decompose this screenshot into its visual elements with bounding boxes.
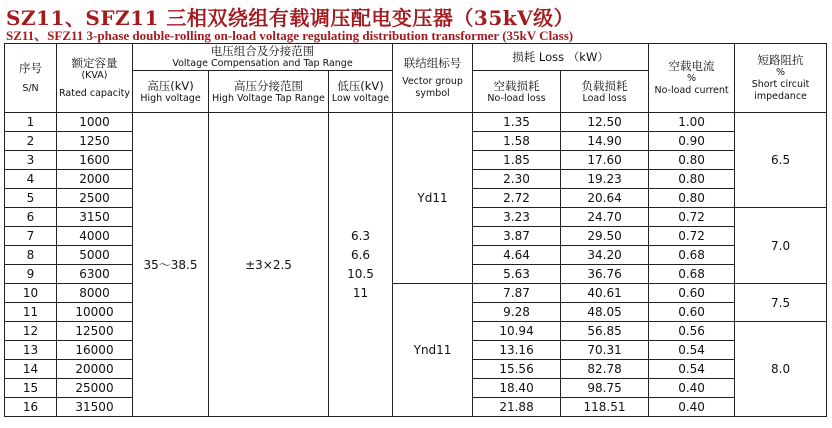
cell-no-load-loss: 1.58 — [473, 132, 561, 151]
cell-hv: 35～38.5 — [133, 113, 209, 417]
header-no-load-loss: 空载损耗 No-load loss — [473, 71, 561, 113]
header-sn: 序号 S/N — [5, 44, 57, 113]
cell-capacity: 1000 — [57, 113, 133, 132]
lv-value: 10.5 — [347, 266, 374, 281]
cell-capacity: 12500 — [57, 322, 133, 341]
cell-capacity: 31500 — [57, 398, 133, 417]
lv-value: 6.6 — [350, 247, 371, 262]
cell-sn: 9 — [5, 265, 57, 284]
lv-value: 11 — [352, 285, 369, 300]
cell-capacity: 8000 — [57, 284, 133, 303]
table-row — [5, 113, 827, 132]
cell-sn: 8 — [5, 246, 57, 265]
cell-no-load-loss: 2.30 — [473, 170, 561, 189]
table-row — [5, 284, 827, 303]
cell-capacity: 10000 — [57, 303, 133, 322]
cell-load-loss: 40.61 — [561, 284, 649, 303]
cell-no-load-loss: 10.94 — [473, 322, 561, 341]
cell-no-load-current: 0.56 — [649, 322, 735, 341]
cell-load-loss: 70.31 — [561, 341, 649, 360]
cell-vector-group: Ynd11 — [393, 284, 473, 417]
cell-sn: 10 — [5, 284, 57, 303]
cell-load-loss: 17.60 — [561, 151, 649, 170]
cell-tap-range: ±3×2.5 — [209, 113, 329, 417]
cell-no-load-loss: 18.40 — [473, 379, 561, 398]
cell-no-load-loss: 21.88 — [473, 398, 561, 417]
cell-no-load-current: 0.54 — [649, 341, 735, 360]
header-vector-group: 联结组标号 Vector group symbol — [393, 44, 473, 113]
cell-no-load-current: 0.68 — [649, 246, 735, 265]
cell-impedance: 7.0 — [735, 208, 827, 284]
cell-sn: 15 — [5, 379, 57, 398]
header-lv: 低压(kV) Low voltage — [329, 71, 393, 113]
cell-no-load-loss: 15.56 — [473, 360, 561, 379]
cell-sn: 3 — [5, 151, 57, 170]
cell-load-loss: 118.51 — [561, 398, 649, 417]
cell-load-loss: 48.05 — [561, 303, 649, 322]
cell-no-load-current: 0.54 — [649, 360, 735, 379]
cell-sn: 12 — [5, 322, 57, 341]
cell-no-load-current: 1.00 — [649, 113, 735, 132]
cell-impedance: 6.5 — [735, 113, 827, 208]
cell-capacity: 3150 — [57, 208, 133, 227]
cell-no-load-loss: 4.64 — [473, 246, 561, 265]
cell-no-load-current: 0.40 — [649, 398, 735, 417]
cell-load-loss: 29.50 — [561, 227, 649, 246]
cell-sn: 14 — [5, 360, 57, 379]
lv-value: 6.3 — [350, 228, 371, 243]
cell-no-load-loss: 3.23 — [473, 208, 561, 227]
cell-no-load-loss: 7.87 — [473, 284, 561, 303]
cell-load-loss: 19.23 — [561, 170, 649, 189]
header-voltage-group: 电压组合及分接范围 Voltage Compensation and Tap Range — [133, 44, 393, 71]
header-no-load-current: 空载电流 % No-load current — [649, 44, 735, 113]
cell-lv — [329, 113, 393, 417]
header-capacity: 额定容量 (KVA) Rated capacity — [57, 44, 133, 113]
cell-no-load-current: 0.40 — [649, 379, 735, 398]
cell-no-load-current: 0.90 — [649, 132, 735, 151]
cell-load-loss: 36.76 — [561, 265, 649, 284]
cell-capacity: 16000 — [57, 341, 133, 360]
cell-load-loss: 34.20 — [561, 246, 649, 265]
cell-capacity: 1600 — [57, 151, 133, 170]
cell-capacity: 6300 — [57, 265, 133, 284]
cell-no-load-loss: 2.72 — [473, 189, 561, 208]
cell-vector-group: Yd11 — [393, 113, 473, 284]
cell-no-load-loss: 5.63 — [473, 265, 561, 284]
cell-no-load-current: 0.72 — [649, 208, 735, 227]
cell-capacity: 20000 — [57, 360, 133, 379]
cell-sn: 7 — [5, 227, 57, 246]
cell-no-load-current: 0.80 — [649, 189, 735, 208]
cell-load-loss: 98.75 — [561, 379, 649, 398]
page-title: SZ11、SFZ11 三相双绕组有载调压配电变压器（35kV级） — [6, 6, 575, 30]
cell-sn: 4 — [5, 170, 57, 189]
page-subtitle: SZ11、SFZ11 3-phase double-rolling on-load voltage regulating distribution transformer (35kV Class) — [6, 28, 574, 43]
cell-no-load-loss: 13.16 — [473, 341, 561, 360]
cell-impedance: 8.0 — [735, 322, 827, 417]
header-hv: 高压(kV) High voltage — [133, 71, 209, 113]
cell-capacity: 2500 — [57, 189, 133, 208]
cell-no-load-loss: 9.28 — [473, 303, 561, 322]
cell-no-load-current: 0.68 — [649, 265, 735, 284]
cell-sn: 5 — [5, 189, 57, 208]
cell-no-load-current: 0.80 — [649, 170, 735, 189]
cell-load-loss: 12.50 — [561, 113, 649, 132]
cell-impedance: 7.5 — [735, 284, 827, 322]
cell-load-loss: 20.64 — [561, 189, 649, 208]
header-loss: 损耗 Loss （kW） — [473, 44, 649, 71]
cell-load-loss: 56.85 — [561, 322, 649, 341]
cell-sn: 2 — [5, 132, 57, 151]
header-impedance: 短路阻抗 % Short circuit impedance — [735, 44, 827, 113]
cell-sn: 6 — [5, 208, 57, 227]
header-tap-range: 高压分接范围 High Voltage Tap Range — [209, 71, 329, 113]
cell-capacity: 2000 — [57, 170, 133, 189]
cell-sn: 13 — [5, 341, 57, 360]
cell-load-loss: 24.70 — [561, 208, 649, 227]
cell-no-load-current: 0.80 — [649, 151, 735, 170]
cell-sn: 11 — [5, 303, 57, 322]
cell-load-loss: 82.78 — [561, 360, 649, 379]
cell-no-load-current: 0.72 — [649, 227, 735, 246]
cell-load-loss: 14.90 — [561, 132, 649, 151]
cell-no-load-current: 0.60 — [649, 303, 735, 322]
cell-no-load-current: 0.60 — [649, 284, 735, 303]
header-load-loss: 负载损耗 Load loss — [561, 71, 649, 113]
cell-sn: 16 — [5, 398, 57, 417]
cell-capacity: 1250 — [57, 132, 133, 151]
cell-sn: 1 — [5, 113, 57, 132]
cell-no-load-loss: 1.85 — [473, 151, 561, 170]
cell-no-load-loss: 3.87 — [473, 227, 561, 246]
cell-capacity: 25000 — [57, 379, 133, 398]
spec-table — [4, 43, 827, 417]
cell-capacity: 4000 — [57, 227, 133, 246]
cell-no-load-loss: 1.35 — [473, 113, 561, 132]
cell-capacity: 5000 — [57, 246, 133, 265]
